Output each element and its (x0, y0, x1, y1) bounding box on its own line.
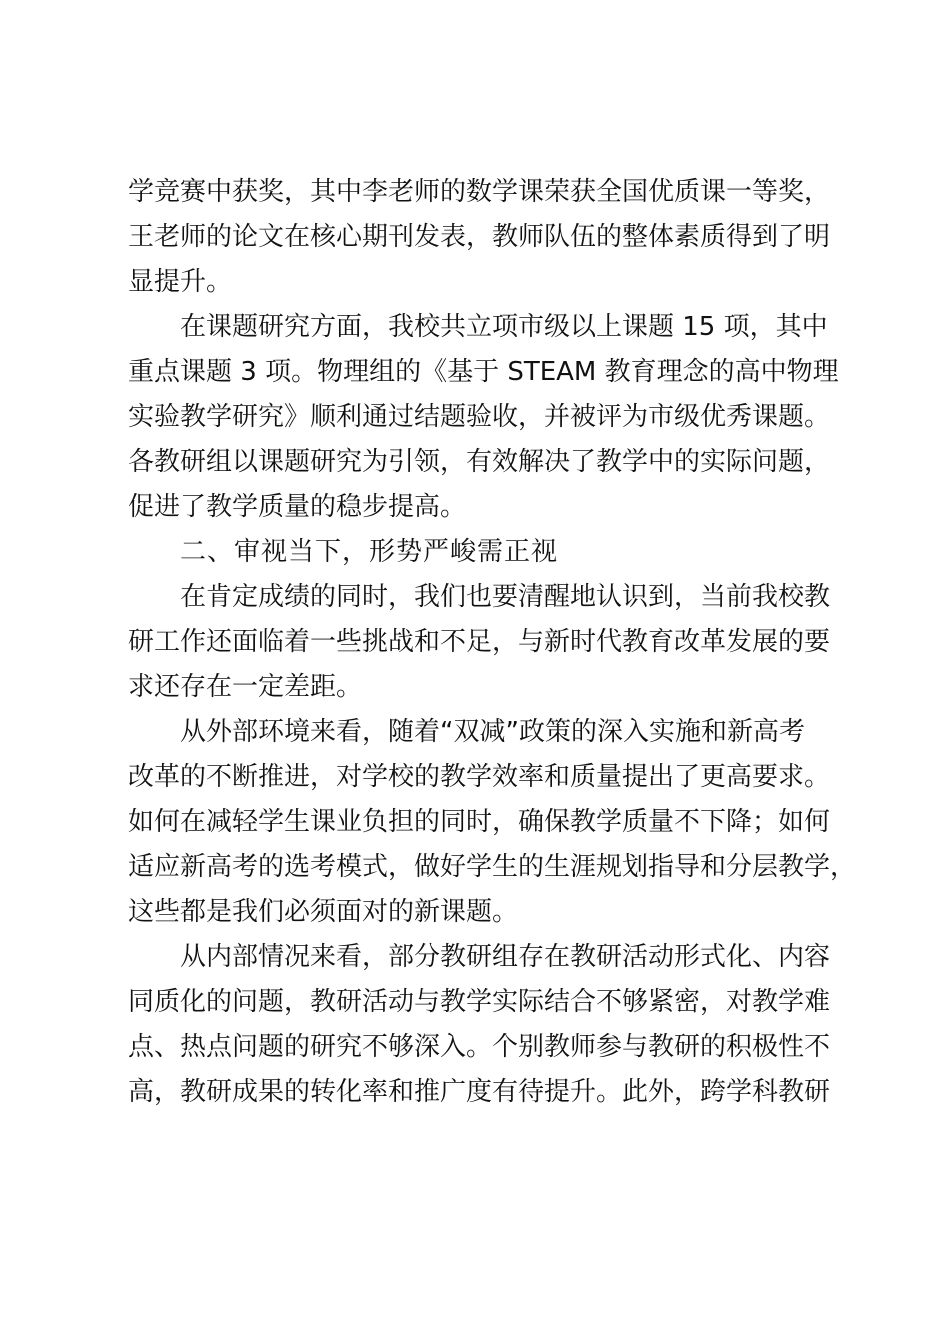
text-line: 重点课题 3 项。物理组的《基于 STEAM 教育理念的高中物理 (128, 357, 839, 387)
text-line: 这些都是我们必须面对的新课题。 (128, 897, 519, 927)
text-line: 同质化的问题，教研活动与教学实际结合不够紧密，对教学难 (128, 987, 831, 1017)
text-line: 改革的不断推进，对学校的教学效率和质量提出了更高要求。 (128, 762, 831, 792)
text-line: 求还存在一定差距。 (128, 672, 363, 702)
paragraph-start-line: 在课题研究方面，我校共立项市级以上课题 15 项，其中 (180, 312, 828, 342)
text-line: 点、热点问题的研究不够深入。个别教师参与教研的积极性不 (128, 1032, 831, 1062)
text-line: 促进了教学质量的稳步提高。 (128, 492, 467, 522)
document-body (128, 170, 857, 1115)
text-line: 各教研组以课题研究为引领，有效解决了教学中的实际问题， (128, 447, 831, 477)
text-line: 适应新高考的选考模式，做好学生的生涯规划指导和分层教学， (128, 852, 857, 882)
paragraph-start-line: 从内部情况来看，部分教研组存在教研活动形式化、内容 (180, 942, 831, 972)
text-line: 如何在减轻学生课业负担的同时，确保教学质量不下降；如何 (128, 807, 831, 837)
text-line: 显提升。 (128, 267, 233, 297)
text-line: 学竞赛中获奖，其中李老师的数学课荣获全国优质课一等奖， (128, 177, 831, 207)
text-line: 高，教研成果的转化率和推广度有待提升。此外，跨学科教研 (128, 1077, 831, 1107)
section-heading: 二、审视当下，形势严峻需正视 (180, 537, 559, 567)
text-line: 王老师的论文在核心期刊发表，教师队伍的整体素质得到了明 (128, 222, 831, 252)
paragraph-start-line: 从外部环境来看，随着“双减”政策的深入实施和新高考 (180, 717, 805, 747)
paragraph-start-line: 在肯定成绩的同时，我们也要清醒地认识到，当前我校教 (180, 582, 831, 612)
text-line: 研工作还面临着一些挑战和不足，与新时代教育改革发展的要 (128, 627, 831, 657)
text-line: 实验教学研究》顺利通过结题验收，并被评为市级优秀课题。 (128, 402, 831, 432)
